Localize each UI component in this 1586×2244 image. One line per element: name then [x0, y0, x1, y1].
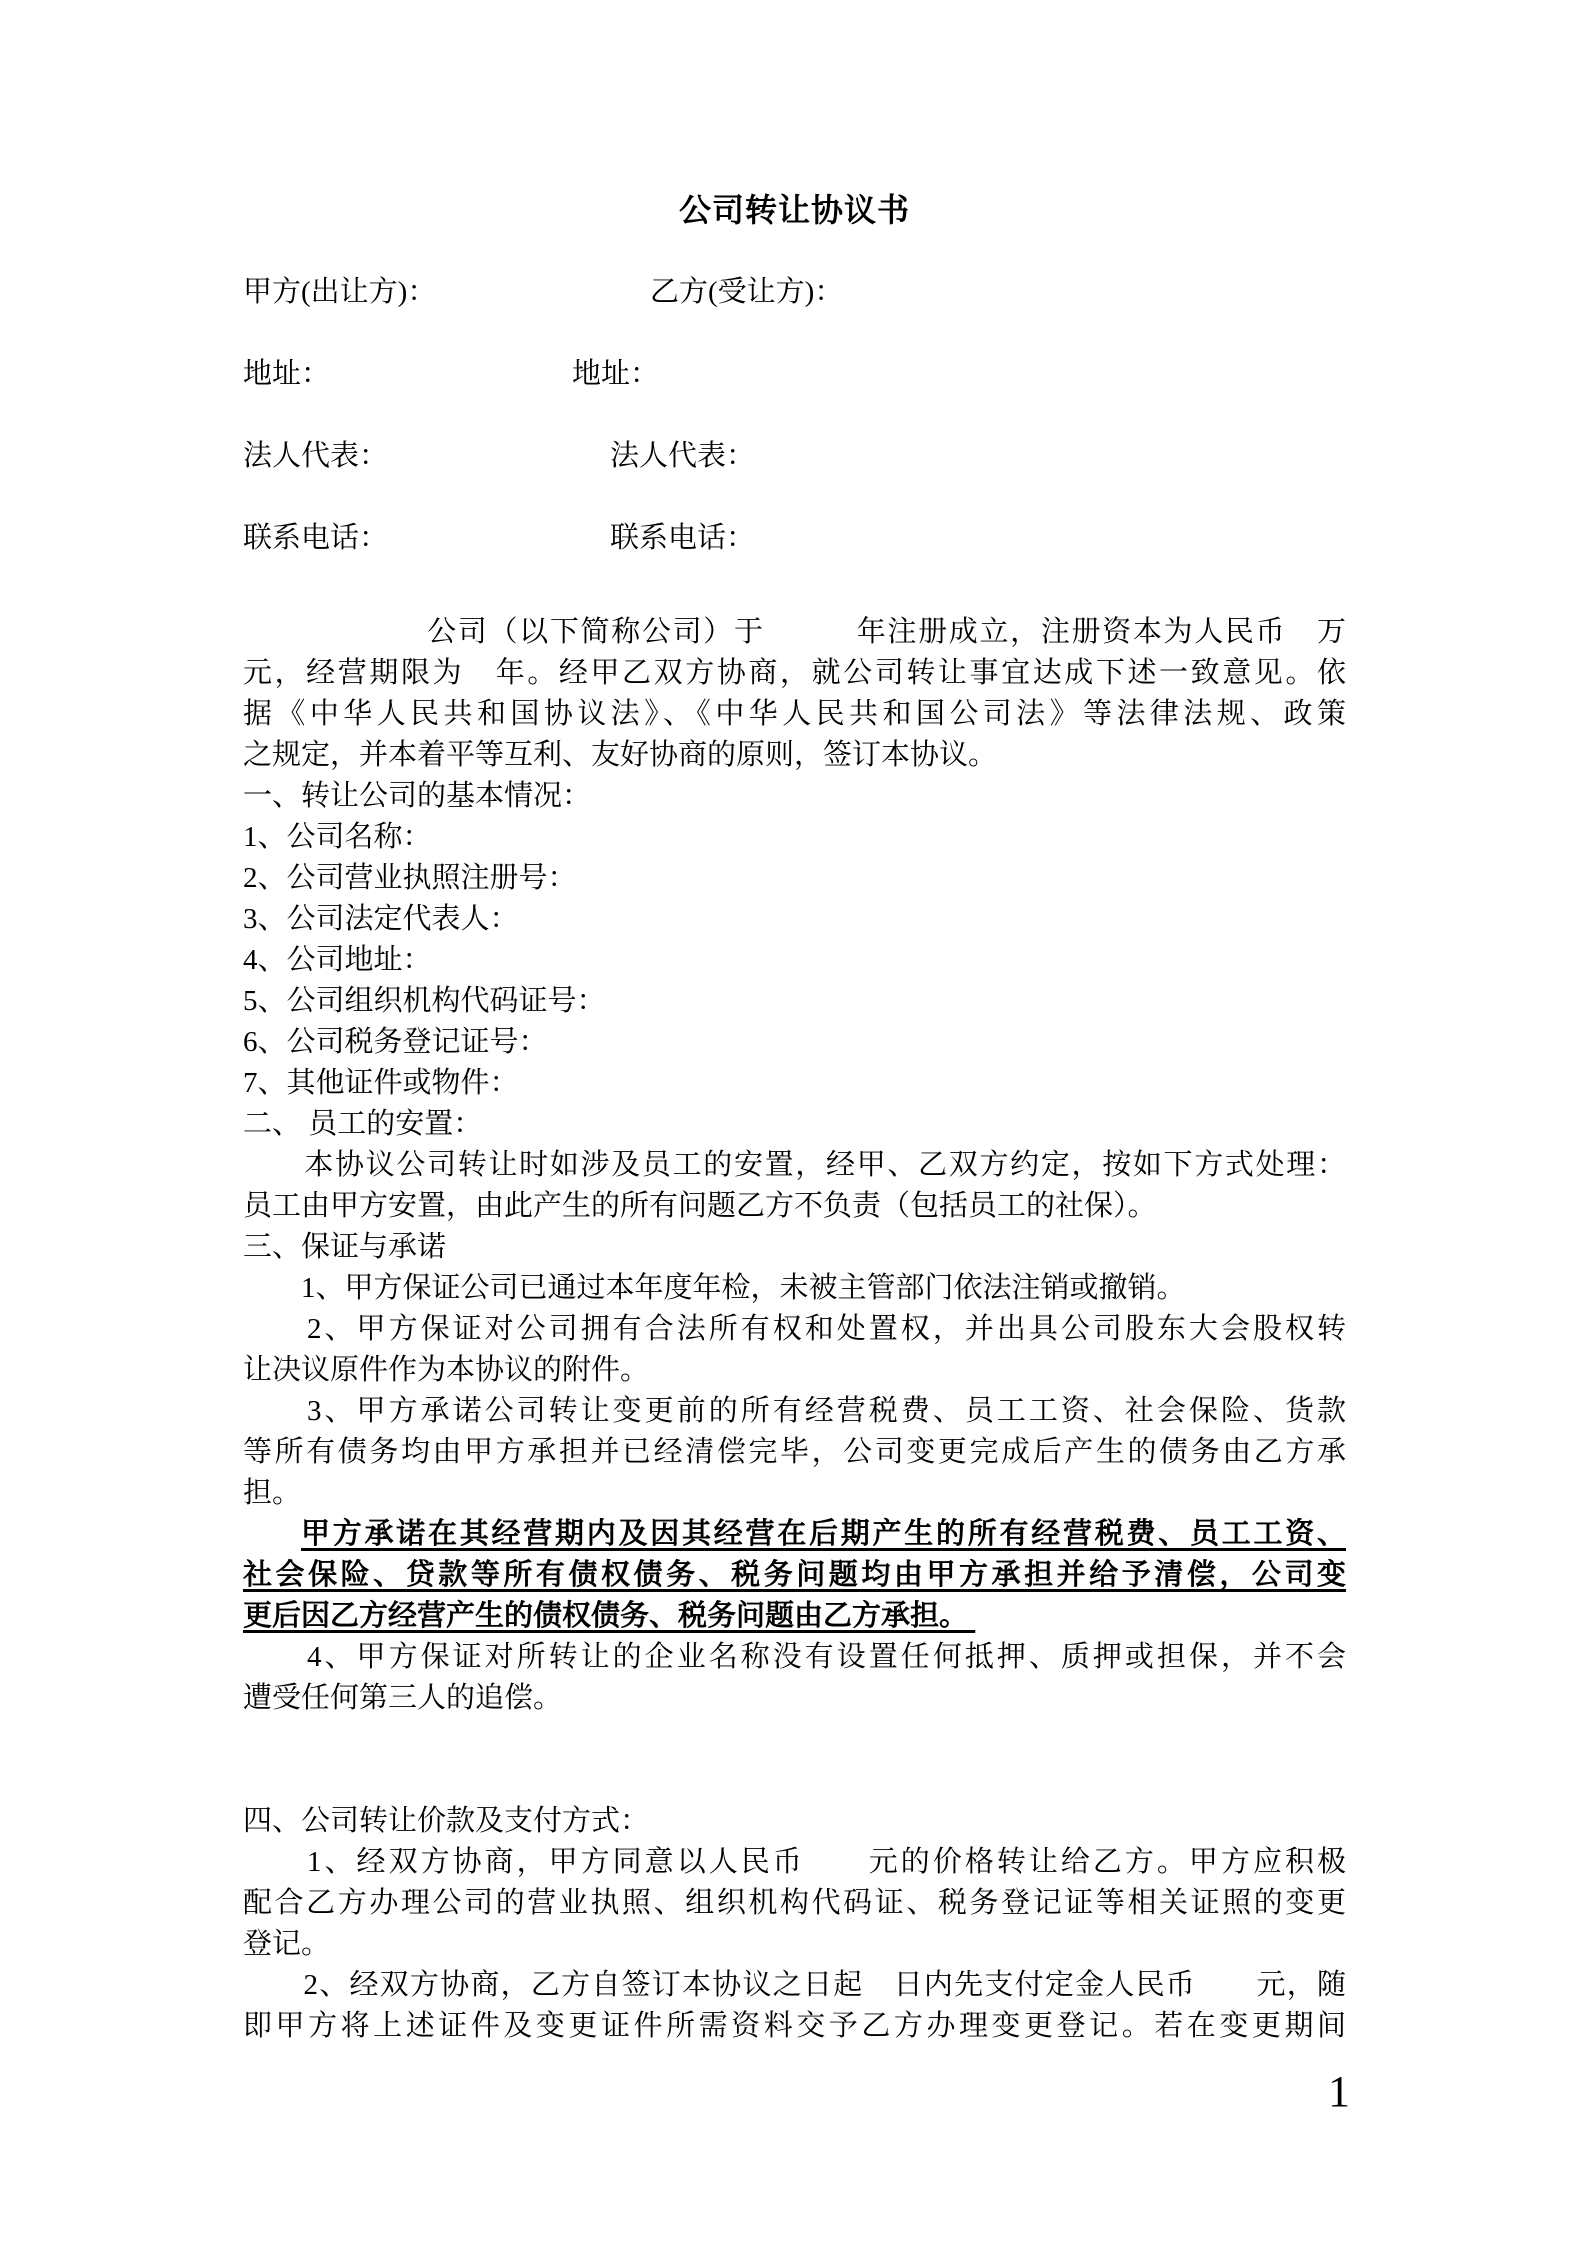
body-line: 1、甲方保证公司已通过本年度年检，未被主管部门依法注销或撤销。 — [243, 1272, 1186, 1304]
body-line: 3、甲方承诺公司转让变更前的所有经营税费、员工工资、社会保险、货款 — [243, 1395, 1346, 1427]
body-line: 本协议公司转让时如涉及员工的安置，经甲、乙双方约定，按如下方式处理： — [243, 1149, 1346, 1181]
body-line: 遭受任何第三人的追偿。 — [243, 1682, 563, 1714]
list-item: 2、公司营业执照注册号： — [243, 862, 577, 894]
body-line: 之规定，并本着平等互利、友好协商的原则，签订本协议。 — [243, 739, 998, 771]
body-line: 登记。 — [243, 1928, 331, 1960]
section-heading: 一、转让公司的基本情况： — [243, 780, 592, 812]
party-a-label: 甲方(出让方)： — [243, 276, 437, 308]
body-line: 4、甲方保证对所转让的企业名称没有设置任何抵押、质押或担保，并不会 — [243, 1641, 1346, 1673]
list-item: 4、公司地址： — [243, 944, 432, 976]
section-heading: 二、 员工的安置： — [243, 1108, 483, 1140]
party-a-phone-label: 联系电话： — [243, 522, 389, 554]
list-item: 1、公司名称： — [243, 821, 432, 853]
body-line: 即甲方将上述证件及变更证件所需资料交予乙方办理变更登记。若在变更期间 — [243, 2010, 1346, 2042]
body-line: 公司（以下简称公司）于 年注册成立，注册资本为人民币 万 — [243, 616, 1346, 648]
document-title: 公司转让协议书 — [678, 192, 910, 228]
section-heading: 四、公司转让价款及支付方式： — [243, 1805, 650, 1837]
section-heading: 三、保证与承诺 — [243, 1231, 447, 1263]
party-a-address-label: 地址： — [243, 358, 331, 390]
list-item: 6、公司税务登记证号： — [243, 1026, 548, 1058]
phone-row — [243, 518, 1346, 559]
blank-line — [243, 1719, 1346, 1760]
party-row — [243, 272, 1346, 313]
legal-rep-row — [243, 436, 1346, 477]
party-b-phone-label: 联系电话： — [610, 522, 756, 554]
emphasized-clause-line: 社会保险、贷款等所有债权债务、税务问题均由甲方承担并给予清偿，公司变 — [243, 1559, 1346, 1591]
list-item: 3、公司法定代表人： — [243, 903, 519, 935]
blank-line — [243, 231, 1346, 272]
emphasized-clause-line: 甲方承诺在其经营期内及因其经营在后期产生的所有经营税费、员工工资、 — [301, 1518, 1346, 1550]
address-row — [243, 354, 1346, 395]
body-line: 担。 — [243, 1477, 302, 1509]
body-line: 2、经双方协商，乙方自签订本协议之日起 日内先支付定金人民币 元，随 — [243, 1969, 1346, 2001]
body-line: 元，经营期限为 年。经甲乙双方协商，就公司转让事宜达成下述一致意见。依 — [243, 657, 1346, 689]
document-content — [243, 190, 1346, 2047]
body-line: 配合乙方办理公司的营业执照、组织机构代码证、税务登记证等相关证照的变更 — [243, 1887, 1346, 1919]
party-b-address-label: 地址： — [572, 358, 660, 390]
list-item: 5、公司组织机构代码证号： — [243, 985, 606, 1017]
body-line: 1、经双方协商，甲方同意以人民币 元的价格转让给乙方。甲方应积极 — [243, 1846, 1346, 1878]
party-a-legal-rep-label: 法人代表： — [243, 440, 389, 472]
list-item: 7、其他证件或物件： — [243, 1067, 519, 1099]
body-line: 2、甲方保证对公司拥有合法所有权和处置权，并出具公司股东大会股权转 — [243, 1313, 1346, 1345]
emphasized-clause-line: 更后因乙方经营产生的债权债务、税务问题由乙方承担。 — [243, 1600, 976, 1632]
page-number: 1 — [1328, 2067, 1350, 2116]
body-line: 让决议原件作为本协议的附件。 — [243, 1354, 650, 1386]
blank-line — [243, 1760, 1346, 1801]
party-b-label: 乙方(受让方)： — [650, 276, 844, 308]
body-line: 据《中华人民共和国协议法》、《中华人民共和国公司法》等法律法规、政策 — [243, 698, 1346, 730]
body-line: 员工由甲方安置，由此产生的所有问题乙方不负责（包括员工的社保）。 — [243, 1190, 1157, 1222]
party-b-legal-rep-label: 法人代表： — [610, 440, 756, 472]
body-line: 等所有债务均由甲方承担并已经清偿完毕，公司变更完成后产生的债务由乙方承 — [243, 1436, 1346, 1468]
